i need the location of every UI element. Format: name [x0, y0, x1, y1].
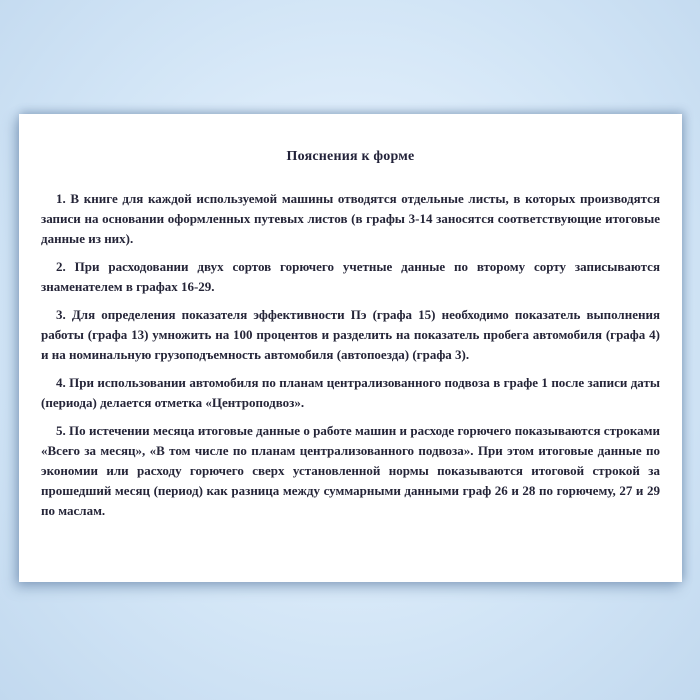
- paragraph-1: 1. В книге для каждой используемой машины отводятся отдельные листы, в которых производятся записи на основании оформленных путевых листов (в графы 3-14 заносятся соответствующие итоговые данные из них).: [41, 191, 660, 246]
- paper-sheet: [19, 114, 682, 582]
- paragraph-5: 5. По истечении месяца итоговые данные о работе машин и расходе горючего показываются строками «Всего за месяц», «В том числе по планам централизованного подвоза». При этом итоговые данные по экономии или расходу горючего сверх установленной нормы показываются итоговой строкой за прошедший месяц (период) как разница между суммарными данными граф 26 и 28 по горючему, 27 и 29 по маслам.: [41, 423, 660, 518]
- paragraph-2: 2. При расходовании двух сортов горючего учетные данные по второму сорту записываются знаменателем в графах 16-29.: [41, 259, 660, 294]
- document-title: Пояснения к форме: [286, 149, 415, 164]
- paragraph-3: 3. Для определения показателя эффективности Пэ (графа 15) необходимо показатель выполнения работы (графа 13) умножить на 100 процентов и разделить на показатель пробега автомобиля (графа 4) и на номинальную грузоподъемность автомобиля (автопоезда) (графа 3).: [41, 307, 660, 362]
- paragraph-4: 4. При использовании автомобиля по планам централизованного подвоза в графе 1 после записи даты (периода) делается отметка «Центроподвоз».: [41, 375, 660, 410]
